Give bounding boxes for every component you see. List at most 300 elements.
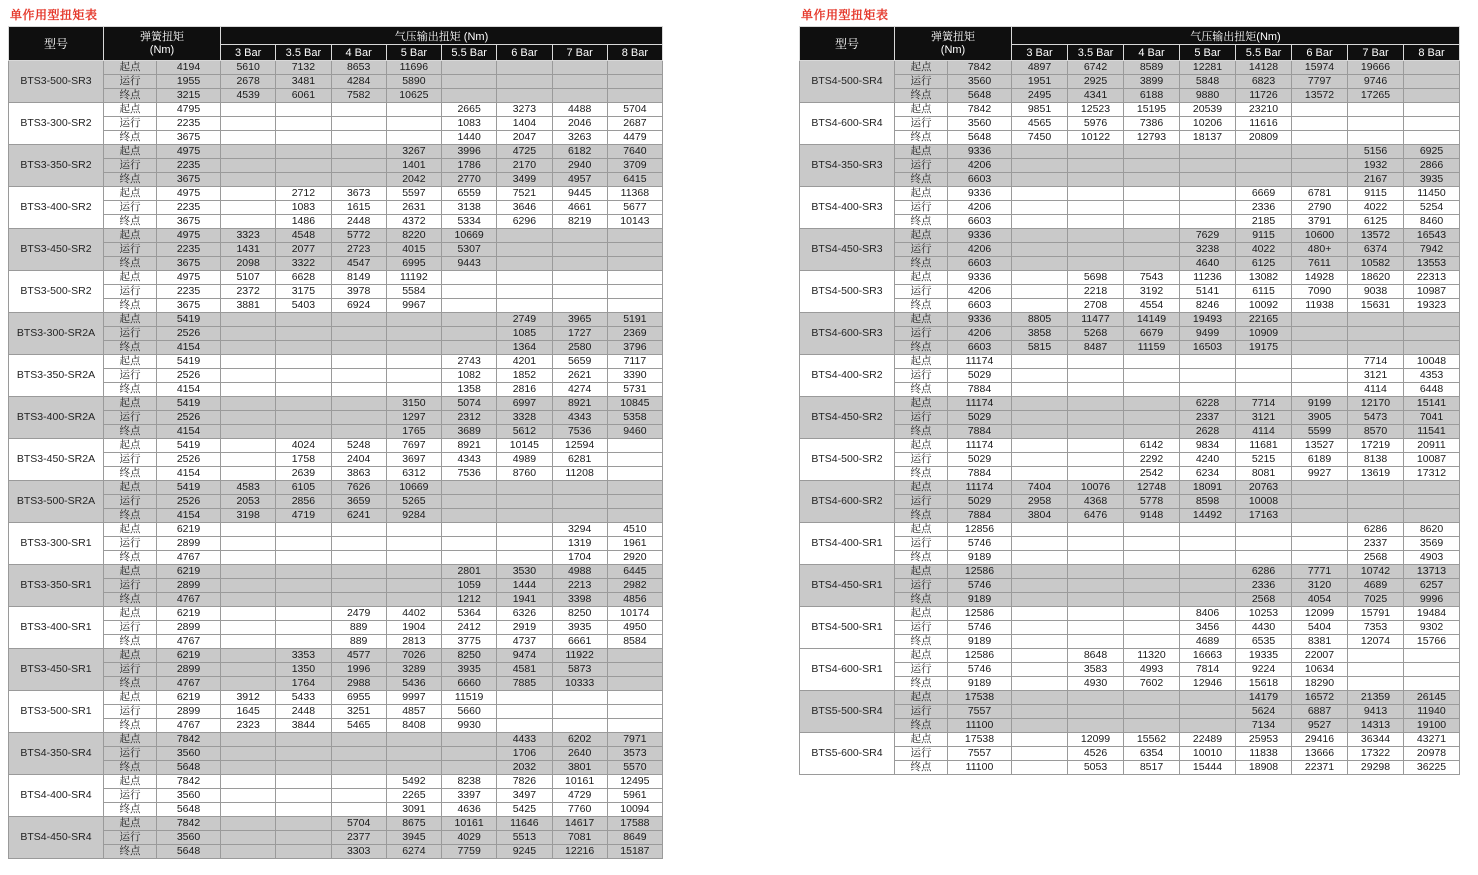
spring-torque-cell: 3560 <box>948 117 1012 131</box>
torque-cell: 5731 <box>607 383 662 397</box>
torque-cell <box>607 509 662 523</box>
spring-torque-cell: 9336 <box>948 187 1012 201</box>
torque-cell: 2292 <box>1124 453 1180 467</box>
torque-cell <box>1012 677 1068 691</box>
bar-column-header: 3.5 Bar <box>276 45 331 61</box>
torque-cell: 3801 <box>552 761 607 775</box>
torque-cell <box>386 579 441 593</box>
torque-cell: 22165 <box>1236 313 1292 327</box>
table-row <box>800 705 1460 719</box>
table-row <box>9 453 663 467</box>
phase-label-cell: 起点 <box>895 523 948 537</box>
torque-cell: 3912 <box>221 691 276 705</box>
torque-cell <box>221 593 276 607</box>
torque-cell: 6286 <box>1348 523 1404 537</box>
torque-cell <box>221 201 276 215</box>
spring-torque-cell: 7842 <box>157 733 221 747</box>
torque-cell: 9997 <box>386 691 441 705</box>
torque-cell: 8460 <box>1404 215 1460 229</box>
torque-cell: 4988 <box>552 565 607 579</box>
torque-cell: 6189 <box>1292 453 1348 467</box>
torque-cell <box>552 285 607 299</box>
torque-cell <box>331 313 386 327</box>
torque-cell: 4054 <box>1292 593 1348 607</box>
torque-cell: 1727 <box>552 327 607 341</box>
torque-cell <box>1068 551 1124 565</box>
torque-cell <box>607 677 662 691</box>
table-row <box>800 355 1460 369</box>
spring-torque-cell: 9189 <box>948 677 1012 691</box>
torque-cell: 6326 <box>497 607 552 621</box>
torque-cell <box>276 383 331 397</box>
phase-label-cell: 终点 <box>104 467 157 481</box>
torque-cell: 7081 <box>552 831 607 845</box>
model-cell: BTS3-500-SR1 <box>9 691 104 733</box>
torque-cell <box>1012 747 1068 761</box>
torque-cell <box>607 705 662 719</box>
pneumatic-output-header: 气压输出扭矩(Nm) <box>1012 27 1460 45</box>
phase-label-cell: 终点 <box>895 173 948 187</box>
torque-cell: 10669 <box>386 481 441 495</box>
phase-label-cell: 运行 <box>104 537 157 551</box>
torque-cell: 4372 <box>386 215 441 229</box>
table-row <box>9 733 663 747</box>
torque-cell: 5307 <box>442 243 497 257</box>
table-row <box>800 327 1460 341</box>
torque-cell <box>221 383 276 397</box>
table-row <box>800 313 1460 327</box>
torque-cell: 15562 <box>1124 733 1180 747</box>
torque-cell <box>1292 537 1348 551</box>
spring-torque-cell: 4154 <box>157 341 221 355</box>
torque-cell: 8246 <box>1180 299 1236 313</box>
left-torque-table-block <box>8 4 663 859</box>
spring-torque-cell: 9336 <box>948 229 1012 243</box>
spring-torque-cell: 2526 <box>157 369 221 383</box>
torque-cell: 11541 <box>1404 425 1460 439</box>
torque-cell: 15444 <box>1180 761 1236 775</box>
phase-label-cell: 运行 <box>895 495 948 509</box>
torque-cell: 17312 <box>1404 467 1460 481</box>
table-row <box>800 565 1460 579</box>
spring-torque-cell: 11174 <box>948 439 1012 453</box>
torque-cell <box>276 565 331 579</box>
torque-cell: 5358 <box>607 411 662 425</box>
torque-cell: 13619 <box>1348 467 1404 481</box>
phase-label-cell: 运行 <box>104 495 157 509</box>
table-row <box>800 75 1460 89</box>
torque-cell: 2920 <box>607 551 662 565</box>
torque-cell: 4368 <box>1068 495 1124 509</box>
torque-cell: 18091 <box>1180 481 1236 495</box>
torque-cell <box>497 75 552 89</box>
table-row <box>800 369 1460 383</box>
torque-cell <box>497 299 552 313</box>
table-row <box>800 397 1460 411</box>
torque-cell: 3804 <box>1012 509 1068 523</box>
phase-label-cell: 运行 <box>104 663 157 677</box>
torque-cell: 9199 <box>1292 397 1348 411</box>
torque-cell <box>1404 663 1460 677</box>
torque-cell: 1852 <box>497 369 552 383</box>
phase-label-cell: 终点 <box>104 89 157 103</box>
torque-cell <box>1068 705 1124 719</box>
torque-cell: 8653 <box>331 61 386 75</box>
torque-cell <box>1348 117 1404 131</box>
torque-cell: 1764 <box>276 677 331 691</box>
torque-cell <box>221 621 276 635</box>
torque-cell: 7117 <box>607 355 662 369</box>
spring-torque-cell: 7842 <box>948 61 1012 75</box>
spring-torque-cell: 4206 <box>948 327 1012 341</box>
torque-cell: 3899 <box>1124 75 1180 89</box>
torque-cell: 4343 <box>552 411 607 425</box>
spring-torque-cell: 6219 <box>157 523 221 537</box>
torque-cell <box>1236 355 1292 369</box>
torque-cell: 6415 <box>607 173 662 187</box>
torque-cell: 6742 <box>1068 61 1124 75</box>
torque-cell <box>221 733 276 747</box>
torque-cell: 4022 <box>1348 201 1404 215</box>
torque-cell: 3965 <box>552 313 607 327</box>
torque-cell: 6182 <box>552 145 607 159</box>
torque-cell <box>1180 565 1236 579</box>
torque-cell <box>331 593 386 607</box>
torque-cell: 7353 <box>1348 621 1404 635</box>
torque-cell: 3646 <box>497 201 552 215</box>
torque-cell: 10087 <box>1404 453 1460 467</box>
table-row <box>9 523 663 537</box>
torque-cell <box>1012 705 1068 719</box>
torque-cell: 1401 <box>386 159 441 173</box>
bar-column-header: 6 Bar <box>497 45 552 61</box>
torque-cell: 12099 <box>1292 607 1348 621</box>
spring-torque-cell: 9336 <box>948 145 1012 159</box>
torque-cell: 7714 <box>1348 355 1404 369</box>
torque-cell <box>497 257 552 271</box>
torque-cell <box>221 327 276 341</box>
torque-cell: 5660 <box>442 705 497 719</box>
torque-cell: 3935 <box>1404 173 1460 187</box>
spring-torque-cell: 3560 <box>157 747 221 761</box>
torque-cell: 11159 <box>1124 341 1180 355</box>
torque-cell <box>331 131 386 145</box>
table-row <box>800 103 1460 117</box>
spring-torque-cell: 11100 <box>948 761 1012 775</box>
spring-torque-cell: 9189 <box>948 551 1012 565</box>
torque-cell: 4353 <box>1404 369 1460 383</box>
torque-cell <box>442 299 497 313</box>
phase-label-cell: 起点 <box>104 229 157 243</box>
spring-torque-cell: 2899 <box>157 621 221 635</box>
torque-cell: 13082 <box>1236 271 1292 285</box>
spring-torque-column-header <box>895 27 1012 61</box>
spring-torque-cell: 7842 <box>157 817 221 831</box>
torque-cell <box>221 117 276 131</box>
torque-cell: 4022 <box>1236 243 1292 257</box>
phase-label-cell: 终点 <box>895 341 948 355</box>
spring-torque-cell: 5029 <box>948 369 1012 383</box>
torque-cell <box>1292 327 1348 341</box>
bar-column-header: 3.5 Bar <box>1068 45 1124 61</box>
torque-cell: 5704 <box>331 817 386 831</box>
torque-cell: 6679 <box>1124 327 1180 341</box>
torque-cell <box>331 565 386 579</box>
torque-cell <box>442 761 497 775</box>
table-row <box>9 215 663 229</box>
table-row <box>9 131 663 145</box>
spring-torque-cell: 5419 <box>157 355 221 369</box>
torque-cell: 12748 <box>1124 481 1180 495</box>
torque-cell: 14617 <box>552 817 607 831</box>
torque-cell <box>331 789 386 803</box>
spring-torque-cell: 3560 <box>948 75 1012 89</box>
torque-cell: 10909 <box>1236 327 1292 341</box>
torque-cell <box>1404 103 1460 117</box>
model-cell: BTS3-300-SR2 <box>9 103 104 145</box>
torque-cell <box>1124 229 1180 243</box>
torque-cell <box>331 369 386 383</box>
phase-label-cell: 运行 <box>104 75 157 89</box>
torque-cell: 6354 <box>1124 747 1180 761</box>
torque-cell: 5513 <box>497 831 552 845</box>
torque-cell: 4479 <box>607 131 662 145</box>
torque-cell: 4539 <box>221 89 276 103</box>
model-cell: BTS3-450-SR2A <box>9 439 104 481</box>
spring-torque-column-header <box>104 27 221 61</box>
torque-cell: 8648 <box>1068 649 1124 663</box>
model-cell: BTS4-500-SR1 <box>800 607 895 649</box>
torque-cell <box>276 355 331 369</box>
torque-cell <box>607 691 662 705</box>
table-row <box>9 299 663 313</box>
phase-label-cell: 运行 <box>895 663 948 677</box>
torque-cell <box>1068 607 1124 621</box>
torque-cell <box>1292 481 1348 495</box>
torque-cell: 6296 <box>497 215 552 229</box>
phase-label-cell: 起点 <box>104 649 157 663</box>
torque-cell <box>442 551 497 565</box>
torque-cell: 5436 <box>386 677 441 691</box>
torque-cell <box>221 831 276 845</box>
torque-cell: 3303 <box>331 845 386 859</box>
torque-cell <box>221 467 276 481</box>
torque-cell <box>386 355 441 369</box>
torque-cell: 2940 <box>552 159 607 173</box>
torque-cell: 14149 <box>1124 313 1180 327</box>
torque-cell <box>1124 607 1180 621</box>
bar-column-header: 7 Bar <box>1348 45 1404 61</box>
torque-cell: 22313 <box>1404 271 1460 285</box>
torque-cell: 4029 <box>442 831 497 845</box>
torque-cell <box>331 425 386 439</box>
torque-cell: 5433 <box>276 691 331 705</box>
torque-cell <box>1180 201 1236 215</box>
torque-cell: 36225 <box>1404 761 1460 775</box>
torque-cell: 2369 <box>607 327 662 341</box>
page-title: 单作用型扭矩表 <box>10 8 98 22</box>
torque-cell <box>221 355 276 369</box>
phase-label-cell: 起点 <box>104 775 157 789</box>
torque-cell <box>1180 719 1236 733</box>
torque-cell: 2982 <box>607 579 662 593</box>
torque-cell <box>1124 551 1180 565</box>
torque-cell: 3121 <box>1236 411 1292 425</box>
table-row <box>9 649 663 663</box>
torque-cell: 7626 <box>331 481 386 495</box>
phase-label-cell: 终点 <box>104 257 157 271</box>
torque-cell: 7760 <box>552 803 607 817</box>
torque-cell: 20809 <box>1236 131 1292 145</box>
torque-cell <box>1068 187 1124 201</box>
phase-label-cell: 终点 <box>104 635 157 649</box>
torque-cell: 5677 <box>607 201 662 215</box>
table-row <box>9 397 663 411</box>
torque-cell: 6445 <box>607 565 662 579</box>
spring-torque-cell: 5419 <box>157 397 221 411</box>
torque-cell <box>221 803 276 817</box>
torque-cell <box>1068 383 1124 397</box>
table-row <box>9 677 663 691</box>
spring-torque-cell: 12586 <box>948 649 1012 663</box>
torque-cell: 3175 <box>276 285 331 299</box>
torque-cell: 4201 <box>497 355 552 369</box>
torque-cell <box>1012 383 1068 397</box>
torque-cell: 2580 <box>552 341 607 355</box>
torque-cell: 25953 <box>1236 733 1292 747</box>
model-cell: BTS3-450-SR2 <box>9 229 104 271</box>
spring-torque-cell: 2235 <box>157 285 221 299</box>
torque-cell: 13572 <box>1292 89 1348 103</box>
table-row <box>800 747 1460 761</box>
phase-label-cell: 运行 <box>104 705 157 719</box>
torque-cell: 7942 <box>1404 243 1460 257</box>
phase-label-cell: 起点 <box>104 607 157 621</box>
torque-cell: 9245 <box>497 845 552 859</box>
phase-label-cell: 终点 <box>895 257 948 271</box>
torque-cell: 6274 <box>386 845 441 859</box>
torque-cell <box>1124 201 1180 215</box>
torque-cell <box>1012 635 1068 649</box>
table-row <box>800 243 1460 257</box>
table-row <box>9 439 663 453</box>
torque-cell: 12793 <box>1124 131 1180 145</box>
table-row <box>9 845 663 859</box>
torque-cell: 3328 <box>497 411 552 425</box>
torque-cell: 1645 <box>221 705 276 719</box>
torque-cell: 9927 <box>1292 467 1348 481</box>
table-row <box>800 635 1460 649</box>
torque-cell: 6925 <box>1404 145 1460 159</box>
torque-cell <box>1124 425 1180 439</box>
torque-cell: 4897 <box>1012 61 1068 75</box>
model-cell: BTS4-450-SR1 <box>800 565 895 607</box>
phase-label-cell: 终点 <box>104 509 157 523</box>
torque-cell <box>1180 187 1236 201</box>
torque-cell: 2790 <box>1292 201 1348 215</box>
bar-column-header: 5.5 Bar <box>1236 45 1292 61</box>
torque-cell <box>607 663 662 677</box>
model-cell: BTS3-500-SR3 <box>9 61 104 103</box>
torque-cell: 5612 <box>497 425 552 439</box>
spring-torque-cell: 5746 <box>948 537 1012 551</box>
torque-cell <box>1292 313 1348 327</box>
torque-cell: 10076 <box>1068 481 1124 495</box>
torque-cell: 1961 <box>607 537 662 551</box>
bar-column-header: 5.5 Bar <box>442 45 497 61</box>
torque-cell: 13713 <box>1404 565 1460 579</box>
torque-cell: 19323 <box>1404 299 1460 313</box>
torque-cell: 19666 <box>1348 61 1404 75</box>
torque-cell <box>331 327 386 341</box>
spring-torque-cell: 12586 <box>948 607 1012 621</box>
model-cell: BTS4-400-SR3 <box>800 187 895 229</box>
torque-cell <box>331 411 386 425</box>
torque-cell <box>442 341 497 355</box>
phase-label-cell: 终点 <box>104 173 157 187</box>
torque-cell: 2770 <box>442 173 497 187</box>
torque-cell <box>276 747 331 761</box>
torque-cell: 7971 <box>607 733 662 747</box>
phase-label-cell: 起点 <box>104 565 157 579</box>
phase-label-cell: 终点 <box>895 761 948 775</box>
torque-cell: 4903 <box>1404 551 1460 565</box>
phase-label-cell: 起点 <box>895 481 948 495</box>
torque-cell <box>1292 173 1348 187</box>
torque-cell: 7041 <box>1404 411 1460 425</box>
torque-cell <box>276 131 331 145</box>
spring-torque-cell: 4206 <box>948 201 1012 215</box>
torque-cell <box>1012 733 1068 747</box>
torque-cell: 3697 <box>386 453 441 467</box>
torque-cell: 4581 <box>497 663 552 677</box>
torque-cell: 6105 <box>276 481 331 495</box>
torque-cell: 2053 <box>221 495 276 509</box>
torque-cell <box>1124 369 1180 383</box>
torque-cell <box>1012 271 1068 285</box>
torque-cell: 15141 <box>1404 397 1460 411</box>
torque-cell: 10253 <box>1236 607 1292 621</box>
table-row <box>9 61 663 75</box>
phase-label-cell: 运行 <box>104 369 157 383</box>
torque-cell: 6661 <box>552 635 607 649</box>
torque-cell: 7521 <box>497 187 552 201</box>
torque-cell: 3294 <box>552 523 607 537</box>
torque-cell <box>221 131 276 145</box>
model-cell: BTS3-400-SR1 <box>9 607 104 649</box>
torque-cell: 2323 <box>221 719 276 733</box>
torque-cell <box>1236 159 1292 173</box>
torque-cell <box>607 299 662 313</box>
torque-cell: 6202 <box>552 733 607 747</box>
model-cell: BTS4-400-SR4 <box>9 775 104 817</box>
table-row <box>9 481 663 495</box>
torque-cell: 3978 <box>331 285 386 299</box>
spring-torque-cell: 6603 <box>948 173 1012 187</box>
model-cell: BTS4-400-SR2 <box>800 355 895 397</box>
torque-cell <box>1124 691 1180 705</box>
torque-cell <box>1292 341 1348 355</box>
torque-cell <box>276 593 331 607</box>
phase-label-cell: 运行 <box>895 75 948 89</box>
torque-cell <box>1236 537 1292 551</box>
bar-column-header: 3 Bar <box>1012 45 1068 61</box>
torque-cell <box>331 355 386 369</box>
torque-cell: 4737 <box>497 635 552 649</box>
torque-cell: 2412 <box>442 621 497 635</box>
torque-cell: 3398 <box>552 593 607 607</box>
spring-torque-cell: 4206 <box>948 159 1012 173</box>
